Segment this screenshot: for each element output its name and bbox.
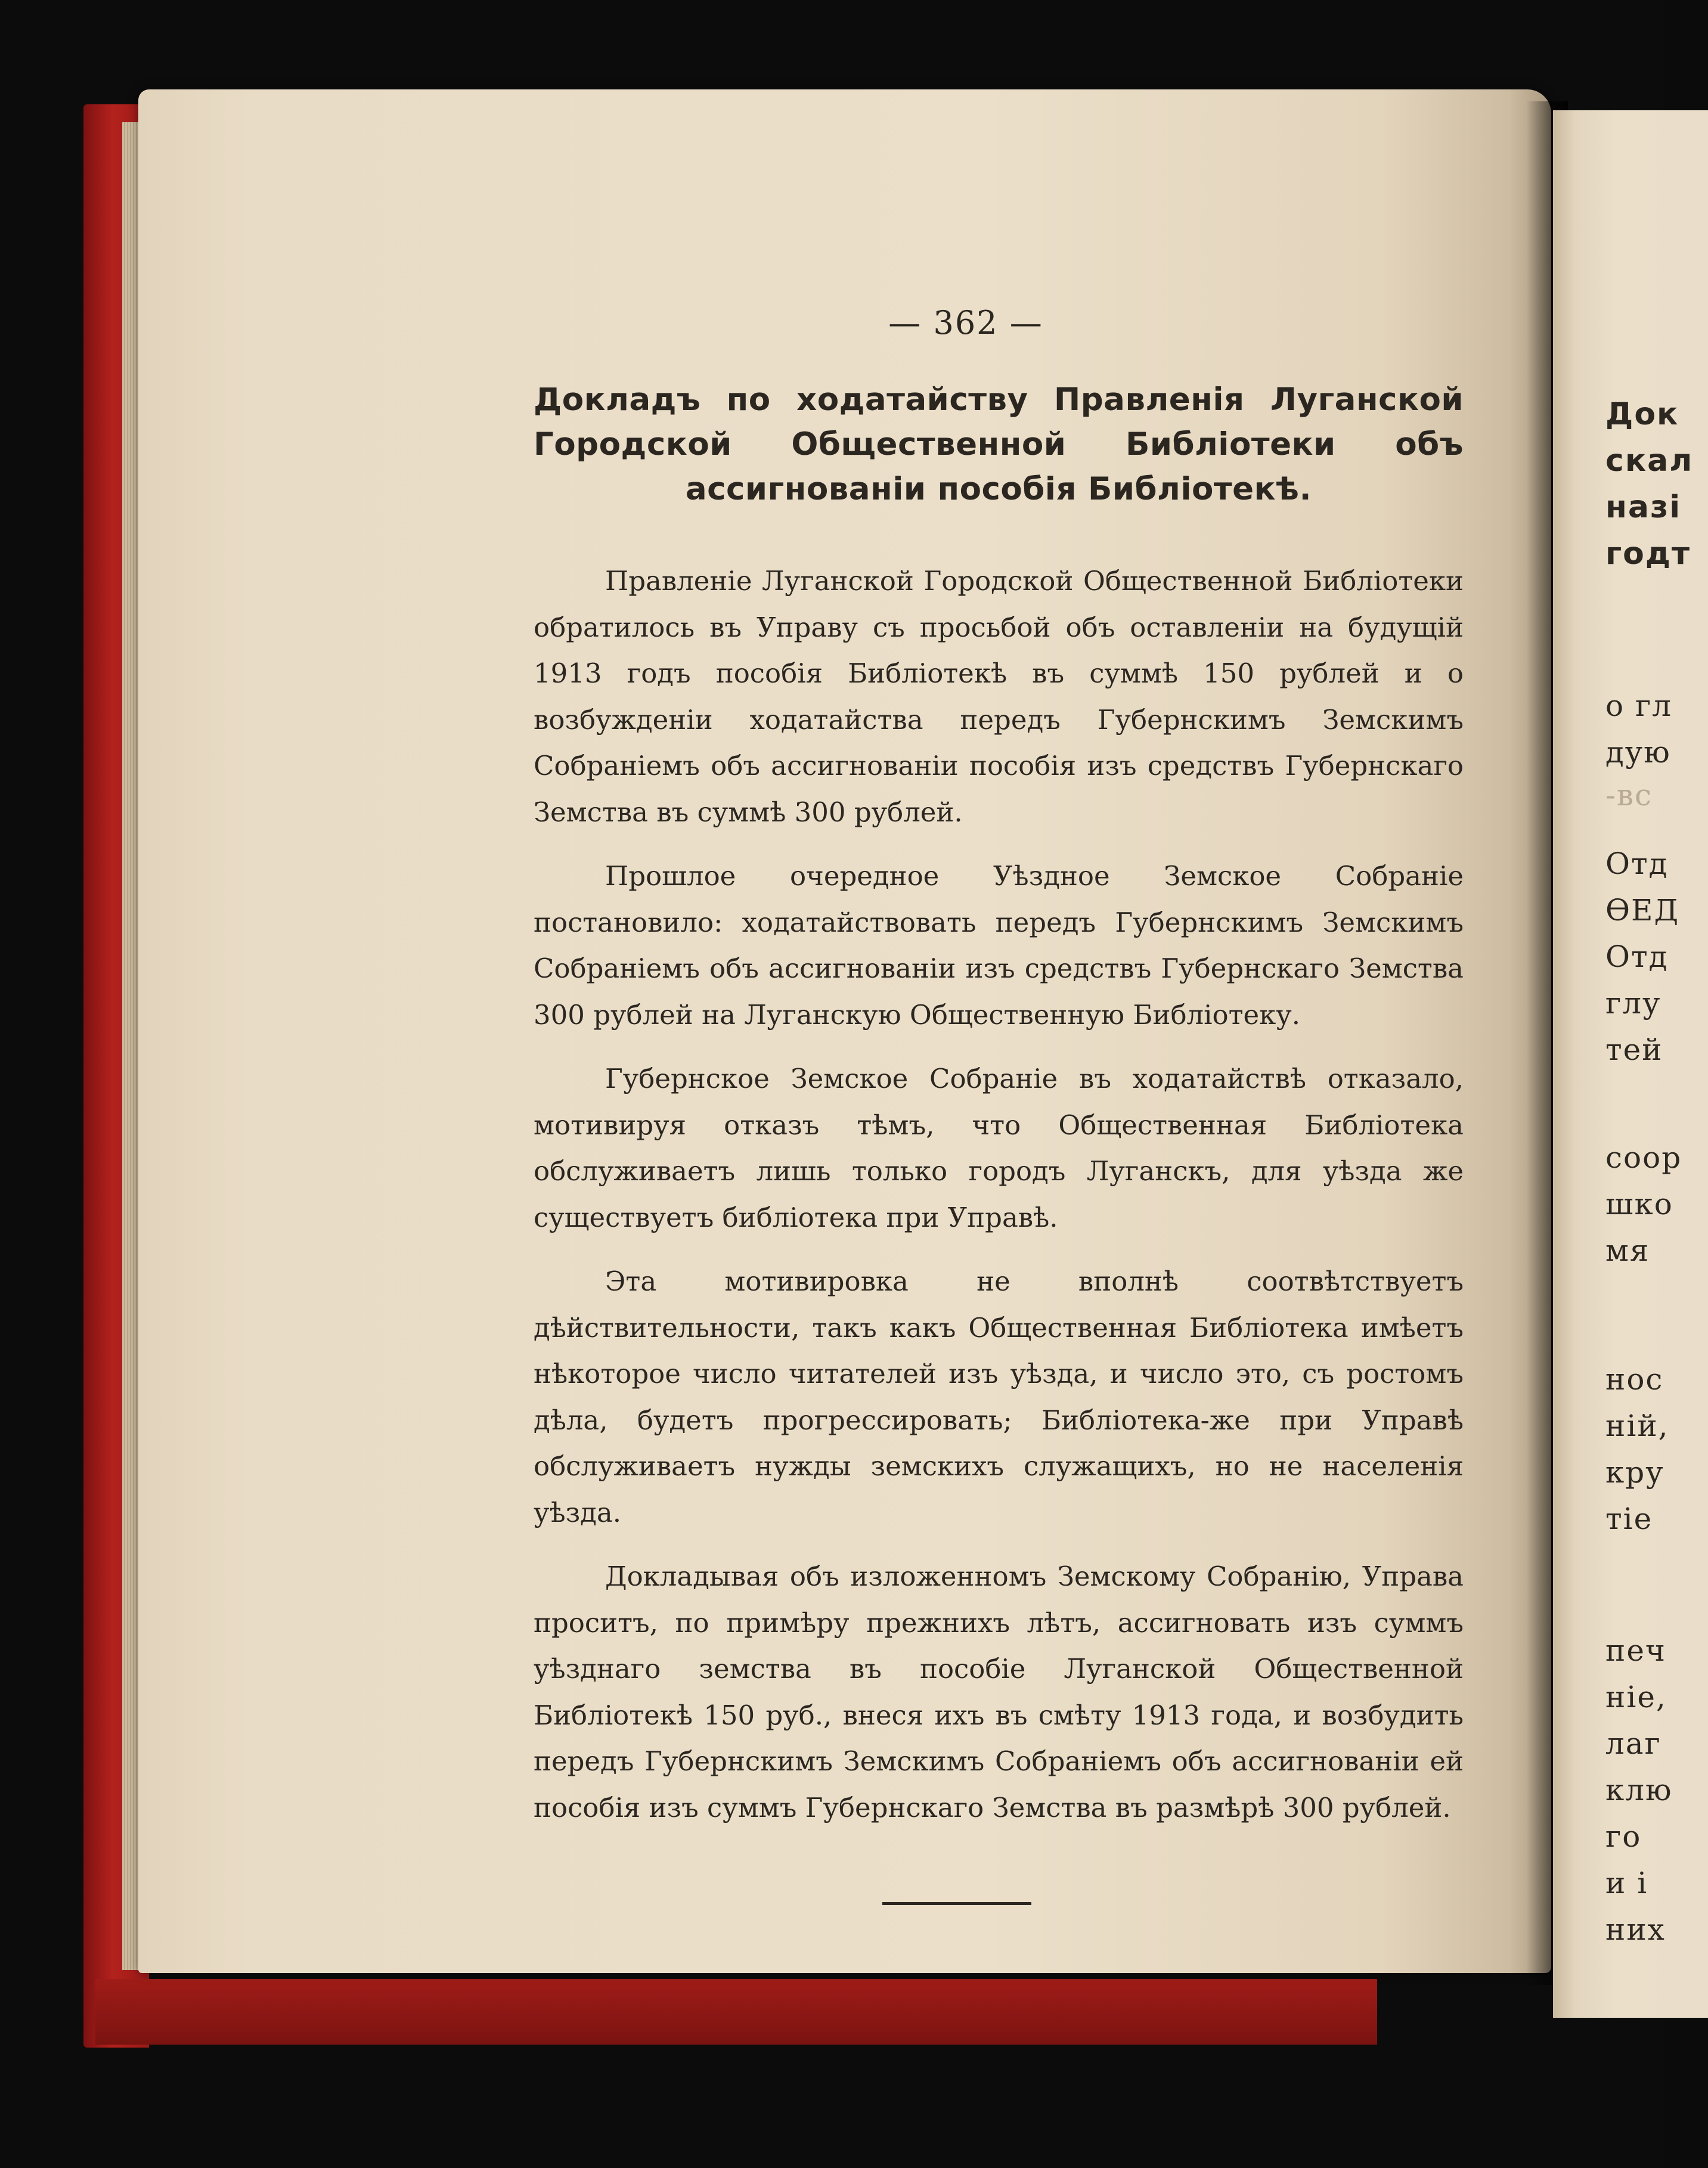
right-line: тей bbox=[1605, 1032, 1663, 1067]
right-line: шко bbox=[1605, 1187, 1673, 1221]
right-line: тіе bbox=[1605, 1502, 1653, 1536]
right-line: соор bbox=[1605, 1140, 1682, 1175]
right-line: мя bbox=[1605, 1233, 1650, 1268]
page-number: — 362 — bbox=[888, 304, 1043, 342]
right-line: клю bbox=[1605, 1773, 1673, 1807]
right-line: го bbox=[1605, 1819, 1642, 1854]
right-line: нос bbox=[1605, 1362, 1664, 1397]
paragraph-1: Правленіе Луганской Городской Общественной Библіотеки обратилось въ Управу съ просьбой объ оставленіи на будущій 1913 годъ пособія Библіотекѣ въ суммѣ 150 рублей и о возбужденіи ходатайства передъ Губернскимъ Земскимъ Собраніемъ объ ассигнованіи пособія изъ средствъ Губернскаго Земства въ суммѣ 300 рублей. bbox=[534, 565, 1464, 828]
paragraph-5: Докладывая объ изложенномъ Земскому Собранію, Управа проситъ, по примѣру прежнихъ лѣтъ, ассигновать изъ суммъ уѣзднаго земства въ пособіе Луганской Общественной Библіотекѣ 150 руб., внеся ихъ въ смѣту 1913 года, и возбудить передъ Губернскимъ Земскимъ Собраніемъ объ ассигнованіи ей пособія изъ суммъ Губернскаго Земства въ размѣрѣ 300 рублей. bbox=[534, 1561, 1464, 1823]
paragraph-4: Эта мотивировка не вполнѣ соотвѣтствуетъ дѣйствительности, такъ какъ Общественная Библіотека имѣетъ нѣкоторое число читателей изъ уѣзда, и число это, съ ростомъ дѣла, будетъ прогрессировать; Библіотека-же при Управѣ обслуживаетъ нужды земскихъ служащихъ, но не населенія уѣзда. bbox=[534, 1266, 1464, 1528]
right-line: ній, bbox=[1605, 1409, 1669, 1443]
right-line: о гл bbox=[1605, 688, 1672, 723]
paragraph-3: Губернское Земское Собраніе въ ходатайствѣ отказало, мотивируя отказъ тѣмъ, что Общественная Библіотека обслуживаетъ лишь только городъ Луганскъ, для уѣзда же существуетъ библіотека при Управѣ. bbox=[534, 1063, 1464, 1233]
right-line: печ bbox=[1605, 1633, 1666, 1668]
right-line: ӨЕД bbox=[1605, 893, 1680, 928]
right-line: лаг bbox=[1605, 1726, 1661, 1761]
report-title: Докладъ по ходатайству Правленія Луганской Городской Общественной Библіотеки объ ассигнованіи пособія Библіотекѣ. bbox=[534, 382, 1464, 507]
paragraph-2: Прошлое очередное Уѣздное Земское Собраніе постановило: ходатайствовать передъ Губернскимъ Земскимъ Собраніемъ объ ассигнованіи изъ средствъ Губернскаго Земства 300 рублей на Луганскую Общественную Библіотеку. bbox=[534, 860, 1464, 1031]
right-line: назі bbox=[1605, 489, 1682, 525]
right-line: ніе, bbox=[1605, 1680, 1667, 1714]
right-line: -вс bbox=[1605, 778, 1653, 812]
right-line: дую bbox=[1605, 735, 1671, 770]
right-line: годт bbox=[1605, 536, 1691, 572]
red-cover-bottom bbox=[95, 1979, 1377, 2045]
right-line: и і bbox=[1605, 1866, 1648, 1900]
left-page-text bbox=[534, 304, 1464, 1905]
closing-rule bbox=[882, 1902, 1031, 1905]
right-line: них bbox=[1605, 1912, 1666, 1947]
right-line: глу bbox=[1605, 986, 1661, 1021]
right-line: Отд bbox=[1605, 846, 1669, 881]
right-line: Отд bbox=[1605, 939, 1669, 974]
right-line: скал bbox=[1605, 443, 1694, 479]
right-line: Док bbox=[1605, 396, 1679, 432]
right-line: кру bbox=[1605, 1455, 1664, 1490]
right-page bbox=[1553, 110, 1708, 2018]
